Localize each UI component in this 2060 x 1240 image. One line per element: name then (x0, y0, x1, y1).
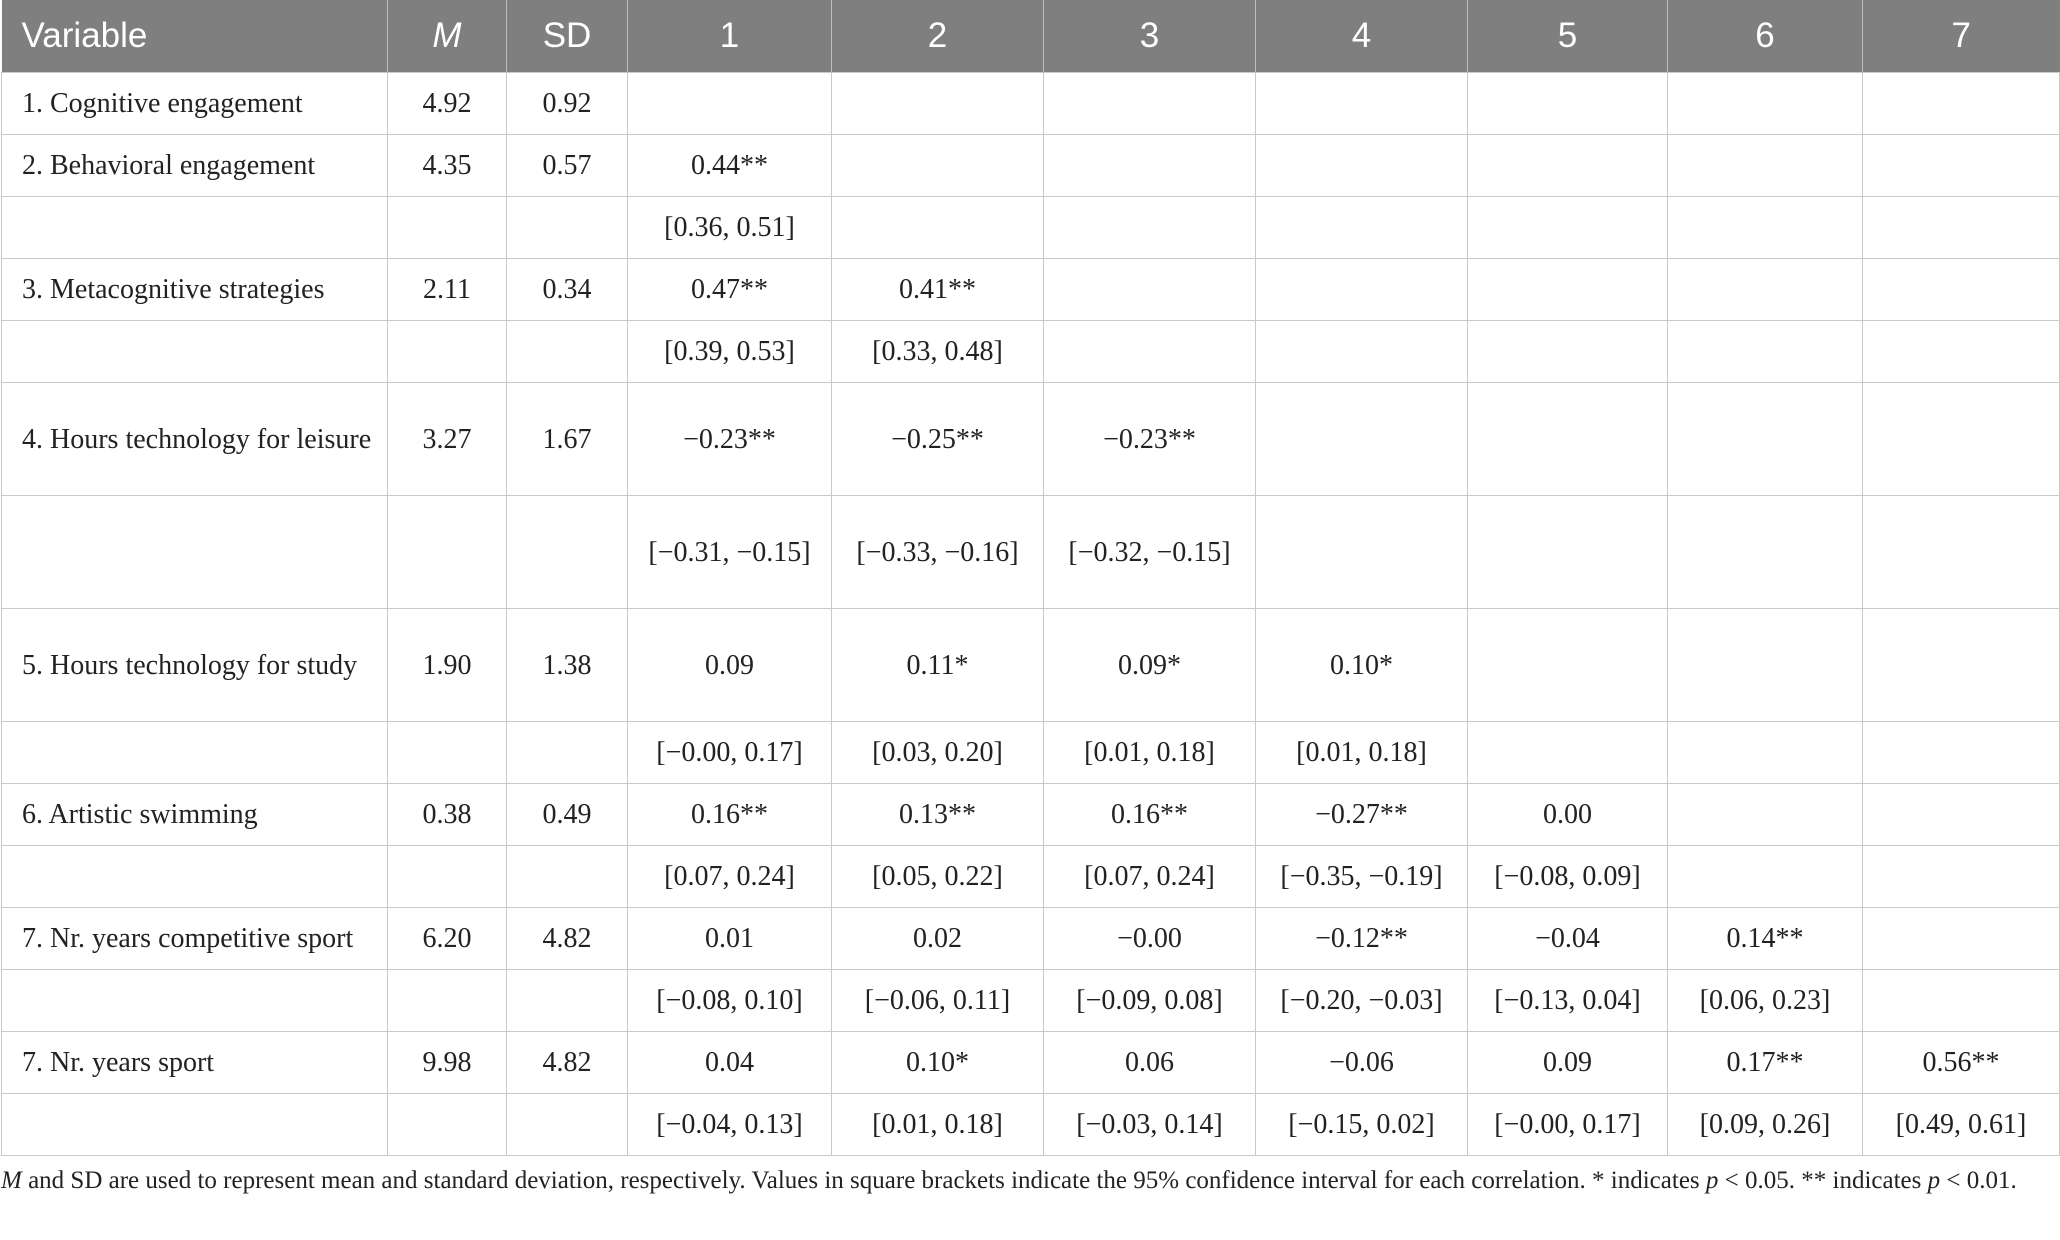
table-row (2, 135, 2060, 197)
correlation-cell: −0.06 (1256, 1032, 1468, 1094)
footnote-text-1: and SD are used to represent mean and standard deviation, respectively. Values in square brackets indicate the 95% confidence interval for each correlation. * indicates (21, 1167, 1706, 1194)
variable-cell: 4. Hours technology for leisure (2, 383, 388, 496)
correlation-cell: −0.04 (1468, 908, 1668, 970)
correlation-cell (1863, 609, 2060, 722)
correlation-cell: −0.00 (1044, 908, 1256, 970)
correlation-cell: [−0.31, −0.15] (628, 496, 832, 609)
correlation-cell (1468, 197, 1668, 259)
header-col-6: 6 (1668, 0, 1863, 73)
sd-cell (507, 970, 628, 1032)
correlation-cell: 0.14** (1668, 908, 1863, 970)
mean-cell: 9.98 (388, 1032, 507, 1094)
correlation-cell (1468, 259, 1668, 321)
table-row (2, 908, 2060, 970)
mean-cell (388, 321, 507, 383)
variable-cell: 7. Nr. years sport (2, 1032, 388, 1094)
mean-cell (388, 197, 507, 259)
correlation-cell (1863, 846, 2060, 908)
header-mean: M (388, 0, 507, 73)
correlation-cell (1044, 259, 1256, 321)
correlation-cell (1668, 784, 1863, 846)
correlation-cell (1468, 383, 1668, 496)
correlation-cell: 0.11* (832, 609, 1044, 722)
correlation-cell: 0.09 (1468, 1032, 1668, 1094)
correlation-cell: −0.25** (832, 383, 1044, 496)
correlation-cell (1668, 846, 1863, 908)
table-row-ci (2, 970, 2060, 1032)
correlation-cell (1468, 722, 1668, 784)
correlation-cell (1256, 73, 1468, 135)
correlation-cell: 0.44** (628, 135, 832, 197)
footnote-m-symbol: M (1, 1167, 22, 1194)
correlation-cell: −0.23** (1044, 383, 1256, 496)
correlation-cell (1256, 383, 1468, 496)
correlation-cell (1863, 321, 2060, 383)
table-row-ci (2, 197, 2060, 259)
header-col-1: 1 (628, 0, 832, 73)
correlation-cell (832, 73, 1044, 135)
correlation-cell (1256, 496, 1468, 609)
footnote-p-symbol-1: p (1705, 1167, 1719, 1194)
correlation-cell (1256, 321, 1468, 383)
correlation-cell: 0.13** (832, 784, 1044, 846)
header-variable: Variable (2, 0, 388, 73)
variable-cell: 5. Hours technology for study (2, 609, 388, 722)
mean-cell (388, 970, 507, 1032)
correlation-cell (1468, 73, 1668, 135)
correlation-cell (1863, 970, 2060, 1032)
variable-cell (2, 846, 388, 908)
sd-cell: 4.82 (507, 1032, 628, 1094)
sd-cell (507, 1094, 628, 1156)
correlation-cell (1668, 383, 1863, 496)
correlation-cell: [0.01, 0.18] (832, 1094, 1044, 1156)
correlation-cell: [−0.13, 0.04] (1468, 970, 1668, 1032)
sd-cell (507, 496, 628, 609)
variable-cell: 3. Metacognitive strategies (2, 259, 388, 321)
mean-cell: 2.11 (388, 259, 507, 321)
correlation-cell (1668, 259, 1863, 321)
correlation-cell (1256, 197, 1468, 259)
correlation-cell: 0.04 (628, 1032, 832, 1094)
correlation-cell: [0.01, 0.18] (1044, 722, 1256, 784)
variable-cell (2, 321, 388, 383)
variable-cell (2, 1094, 388, 1156)
mean-cell: 4.92 (388, 73, 507, 135)
correlation-cell: [−0.33, −0.16] (832, 496, 1044, 609)
correlation-cell: 0.00 (1468, 784, 1668, 846)
correlation-cell (1863, 496, 2060, 609)
table-row-ci (2, 496, 2060, 609)
correlation-cell (1863, 722, 2060, 784)
variable-cell: 2. Behavioral engagement (2, 135, 388, 197)
correlation-cell: 0.02 (832, 908, 1044, 970)
correlation-cell (1468, 321, 1668, 383)
correlation-cell: [−0.09, 0.08] (1044, 970, 1256, 1032)
correlation-cell: 0.01 (628, 908, 832, 970)
header-col-3: 3 (1044, 0, 1256, 73)
correlation-cell (1668, 609, 1863, 722)
correlation-cell: 0.10* (1256, 609, 1468, 722)
correlation-cell (1468, 496, 1668, 609)
correlation-cell (1863, 135, 2060, 197)
correlation-cell (1044, 197, 1256, 259)
table-row-ci (2, 1094, 2060, 1156)
correlation-cell: [−0.00, 0.17] (1468, 1094, 1668, 1156)
correlation-cell (832, 135, 1044, 197)
correlation-cell: [0.07, 0.24] (628, 846, 832, 908)
header-col-4: 4 (1256, 0, 1468, 73)
sd-cell (507, 846, 628, 908)
correlation-cell: [0.39, 0.53] (628, 321, 832, 383)
correlation-cell: −0.12** (1256, 908, 1468, 970)
correlation-cell: [0.06, 0.23] (1668, 970, 1863, 1032)
table-row (2, 73, 2060, 135)
correlation-cell: 0.10* (832, 1032, 1044, 1094)
correlation-cell (1468, 135, 1668, 197)
sd-cell: 1.67 (507, 383, 628, 496)
sd-cell: 0.49 (507, 784, 628, 846)
correlation-cell: [0.09, 0.26] (1668, 1094, 1863, 1156)
correlation-cell: [−0.32, −0.15] (1044, 496, 1256, 609)
correlation-cell: [−0.08, 0.10] (628, 970, 832, 1032)
correlation-cell (832, 197, 1044, 259)
table-row (2, 259, 2060, 321)
footnote-text-3: < 0.01. (1940, 1167, 2017, 1194)
correlation-cell (1668, 73, 1863, 135)
correlation-cell: [0.07, 0.24] (1044, 846, 1256, 908)
mean-cell: 4.35 (388, 135, 507, 197)
correlation-cell: 0.17** (1668, 1032, 1863, 1094)
table-row (2, 784, 2060, 846)
correlation-cell: [−0.03, 0.14] (1044, 1094, 1256, 1156)
variable-cell (2, 722, 388, 784)
correlation-cell (1256, 259, 1468, 321)
variable-cell (2, 496, 388, 609)
table-row (2, 383, 2060, 496)
header-sd: SD (507, 0, 628, 73)
mean-cell: 1.90 (388, 609, 507, 722)
correlation-cell (1668, 496, 1863, 609)
correlation-cell: 0.47** (628, 259, 832, 321)
table-row-ci (2, 722, 2060, 784)
sd-cell (507, 197, 628, 259)
correlation-cell: [−0.00, 0.17] (628, 722, 832, 784)
correlation-cell (1863, 73, 2060, 135)
correlation-cell: [−0.15, 0.02] (1256, 1094, 1468, 1156)
correlation-cell: [−0.06, 0.11] (832, 970, 1044, 1032)
header-row (2, 0, 2060, 73)
sd-cell: 1.38 (507, 609, 628, 722)
correlation-cell: [−0.08, 0.09] (1468, 846, 1668, 908)
footnote-text-2: < 0.05. ** indicates (1718, 1167, 1928, 1194)
correlation-cell (1668, 321, 1863, 383)
correlation-cell (1668, 197, 1863, 259)
variable-cell (2, 197, 388, 259)
correlation-cell: 0.06 (1044, 1032, 1256, 1094)
header-col-7: 7 (1863, 0, 2060, 73)
table-row-ci (2, 321, 2060, 383)
correlation-table (1, 0, 2060, 1156)
correlation-cell: 0.41** (832, 259, 1044, 321)
correlation-cell (1863, 383, 2060, 496)
mean-cell: 6.20 (388, 908, 507, 970)
mean-cell (388, 1094, 507, 1156)
table-row (2, 1032, 2060, 1094)
header-col-2: 2 (832, 0, 1044, 73)
correlation-cell (1668, 135, 1863, 197)
correlation-cell: 0.16** (628, 784, 832, 846)
mean-cell: 3.27 (388, 383, 507, 496)
correlation-cell (1863, 259, 2060, 321)
correlation-cell: 0.09 (628, 609, 832, 722)
sd-cell (507, 321, 628, 383)
correlation-cell: [0.01, 0.18] (1256, 722, 1468, 784)
correlation-cell: 0.09* (1044, 609, 1256, 722)
correlation-cell (1044, 73, 1256, 135)
correlation-cell: 0.16** (1044, 784, 1256, 846)
sd-cell: 0.34 (507, 259, 628, 321)
correlation-cell (1044, 135, 1256, 197)
variable-cell: 6. Artistic swimming (2, 784, 388, 846)
variable-cell: 7. Nr. years competitive sport (2, 908, 388, 970)
footnote-p-symbol-2: p (1927, 1167, 1941, 1194)
table-body (2, 73, 2060, 1156)
correlation-cell: [0.03, 0.20] (832, 722, 1044, 784)
correlation-cell: [−0.04, 0.13] (628, 1094, 832, 1156)
variable-cell (2, 970, 388, 1032)
correlation-cell: [0.33, 0.48] (832, 321, 1044, 383)
correlation-cell (1863, 908, 2060, 970)
correlation-cell: [0.49, 0.61] (1863, 1094, 2060, 1156)
correlation-cell: 0.56** (1863, 1032, 2060, 1094)
mean-cell (388, 846, 507, 908)
correlation-cell: −0.23** (628, 383, 832, 496)
mean-cell (388, 496, 507, 609)
correlation-cell (628, 73, 832, 135)
variable-cell: 1. Cognitive engagement (2, 73, 388, 135)
correlation-cell (1256, 135, 1468, 197)
correlation-cell (1468, 609, 1668, 722)
correlation-cell (1863, 197, 2060, 259)
mean-cell: 0.38 (388, 784, 507, 846)
correlation-cell (1668, 722, 1863, 784)
correlation-cell: −0.27** (1256, 784, 1468, 846)
correlation-cell (1863, 784, 2060, 846)
table-row (2, 609, 2060, 722)
sd-cell: 0.57 (507, 135, 628, 197)
correlation-cell: [0.05, 0.22] (832, 846, 1044, 908)
sd-cell: 4.82 (507, 908, 628, 970)
mean-cell (388, 722, 507, 784)
correlation-cell (1044, 321, 1256, 383)
sd-cell (507, 722, 628, 784)
correlation-cell: [−0.20, −0.03] (1256, 970, 1468, 1032)
table-row-ci (2, 846, 2060, 908)
header-col-5: 5 (1468, 0, 1668, 73)
table-footnote (1, 1162, 2051, 1199)
correlation-cell: [−0.35, −0.19] (1256, 846, 1468, 908)
correlation-cell: [0.36, 0.51] (628, 197, 832, 259)
sd-cell: 0.92 (507, 73, 628, 135)
